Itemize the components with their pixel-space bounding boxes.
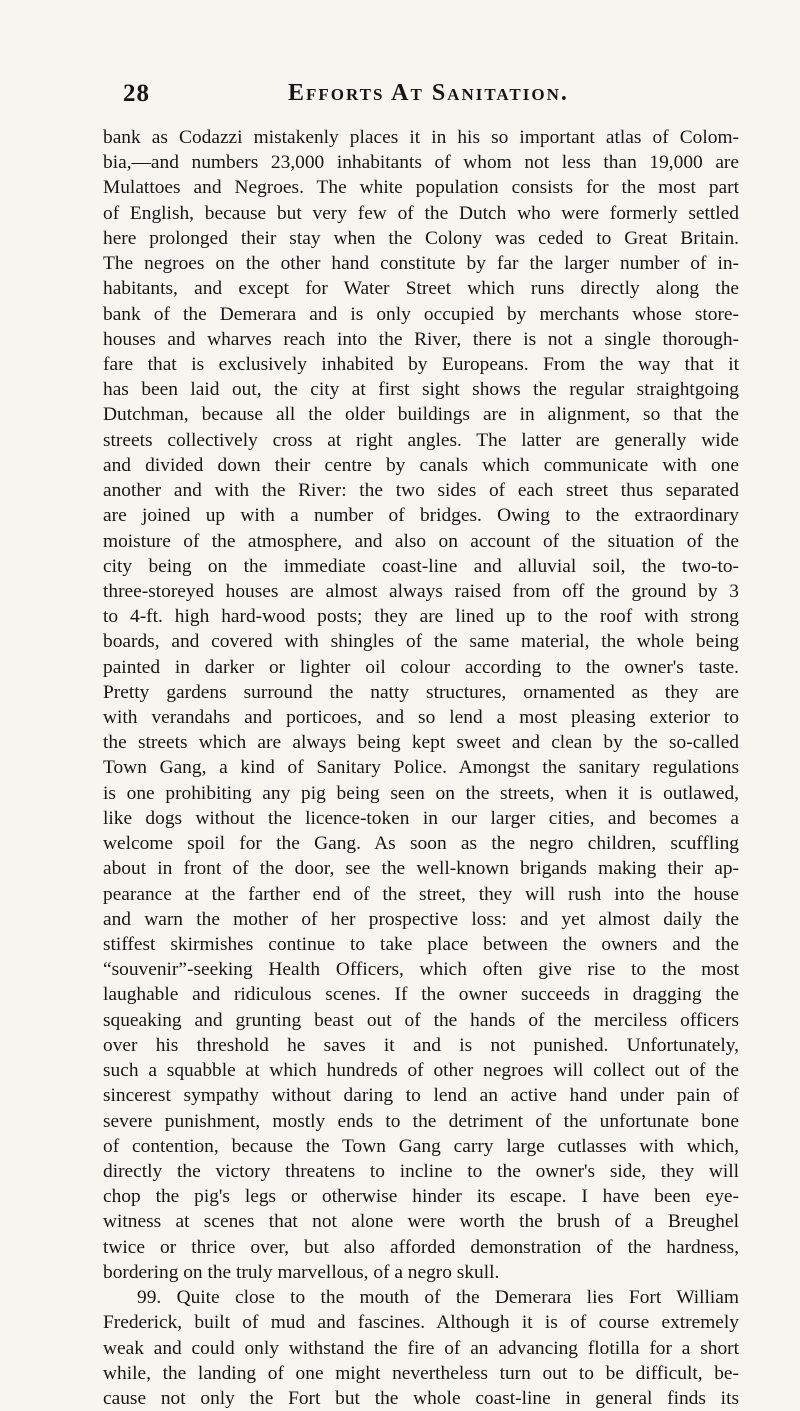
text-line: Pretty gardens surround the natty structures, ornamented as they are xyxy=(103,681,739,703)
text-line: directly the victory threatens to incline to the owner's side, they will xyxy=(103,1160,739,1182)
text-line: and warn the mother of her prospective loss: and yet almost daily the xyxy=(103,908,739,930)
text-line: severe punishment, mostly ends to the detriment of the unfortunate bone xyxy=(103,1110,739,1132)
text-line: are joined up with a number of bridges. Owing to the extraordinary xyxy=(103,505,739,527)
text-line: Town Gang, a kind of Sanitary Police. Amongst the sanitary regulations xyxy=(103,757,739,779)
text-line: to 4-ft. high hard-wood posts; they are lined up to the roof with strong xyxy=(103,606,739,628)
page-number: 28 xyxy=(123,80,150,107)
text-line: with verandahs and porticoes, and so lend a most pleasing exterior to xyxy=(103,707,739,729)
text-line: is one prohibiting any pig being seen on the streets, when it is outlawed, xyxy=(103,782,739,804)
text-line: bank as Codazzi mistakenly places it in his so important atlas of Colom- xyxy=(103,127,739,148)
text-line: moisture of the atmosphere, and also on account of the situation of the xyxy=(103,530,739,552)
text-line: another and with the River: the two sides of each street thus separated xyxy=(103,480,739,502)
text-line: and divided down their centre by canals which communicate with one xyxy=(103,454,739,476)
running-title: Efforts At Sanitation. xyxy=(288,80,569,106)
text-line: painted in darker or lighter oil colour according to the owner's taste. xyxy=(103,656,739,678)
text-line: chop the pig's legs or otherwise hinder its escape. I have been eye- xyxy=(103,1186,739,1208)
text-line: the streets which are always being kept sweet and clean by the so-called xyxy=(103,732,739,754)
text-line: witness at scenes that not alone were worth the brush of a Breughel xyxy=(103,1211,739,1233)
text-line: here prolonged their stay when the Colony was ceded to Great Britain. xyxy=(103,227,739,249)
text-line: bank of the Demerara and is only occupied by merchants whose store- xyxy=(103,303,739,325)
text-line: Frederick, built of mud and fascines. Although it is of course extremely xyxy=(103,1312,739,1334)
text-line: habitants, and except for Water Street which runs directly along the xyxy=(103,278,739,300)
text-line: such a squabble at which hundreds of other negroes will collect out of the xyxy=(103,1060,739,1082)
text-line: Mulattoes and Negroes. The white population consists for the most part xyxy=(103,177,739,199)
text-line: while, the landing of one might nevertheless turn out to be difficult, be- xyxy=(103,1362,739,1384)
text-line: laughable and ridiculous scenes. If the owner succeeds in dragging the xyxy=(103,984,739,1006)
running-head xyxy=(123,80,723,112)
text-line: houses and wharves reach into the River, there is not a single thorough- xyxy=(103,328,739,350)
text-line: of English, because but very few of the Dutch who were formerly settled xyxy=(103,202,739,224)
text-line: city being on the immediate coast-line and alluvial soil, the two-to- xyxy=(103,555,739,577)
text-line: The negroes on the other hand constitute by far the larger number of in- xyxy=(103,253,739,275)
text-line: cause not only the Fort but the whole coast-line in general finds its xyxy=(103,1387,739,1409)
text-line: weak and could only withstand the fire of an advancing flotilla for a short xyxy=(103,1337,739,1359)
text-line: has been laid out, the city at first sight shows the regular straightgoing xyxy=(103,379,739,401)
text-line: of contention, because the Town Gang carry large cutlasses with which, xyxy=(103,1135,739,1157)
text-line: twice or thrice over, but also afforded demonstration of the hardness, xyxy=(103,1236,739,1258)
text-line: streets collectively cross at right angles. The latter are generally wide xyxy=(103,429,739,451)
text-line: like dogs without the licence-token in our larger cities, and becomes a xyxy=(103,807,739,829)
text-line: boards, and covered with shingles of the same material, the whole being xyxy=(103,631,739,653)
text-line: about in front of the door, see the well-known brigands making their ap- xyxy=(103,858,739,880)
text-line: Dutchman, because all the older buildings are in alignment, so that the xyxy=(103,404,739,426)
text-line: sincerest sympathy without daring to lend an active hand under pain of xyxy=(103,1085,739,1107)
text-line: squeaking and grunting beast out of the hands of the merciless officers xyxy=(103,1009,739,1031)
text-line: stiffest skirmishes continue to take place between the owners and the xyxy=(103,934,739,955)
paragraph-start-line: 99. Quite close to the mouth of the Demerara lies Fort William xyxy=(137,1287,739,1309)
text-line: bordering on the truly marvellous, of a negro skull. xyxy=(103,1261,500,1283)
text-line: “souvenir”-seeking Health Officers, which often give rise to the most xyxy=(103,959,739,981)
text-line: three-storeyed houses are almost always raised from off the ground by 3 xyxy=(103,580,739,602)
body-text xyxy=(103,125,739,1411)
text-line: pearance at the farther end of the street, they will rush into the house xyxy=(103,883,739,905)
text-line: fare that is exclusively inhabited by Europeans. From the way that it xyxy=(103,353,739,375)
text-line: welcome spoil for the Gang. As soon as the negro children, scuffling xyxy=(103,833,739,855)
text-line: bia,—and numbers 23,000 inhabitants of whom not less than 19,000 are xyxy=(103,152,739,174)
text-line: over his threshold he saves it and is not punished. Unfortunately, xyxy=(103,1034,739,1056)
